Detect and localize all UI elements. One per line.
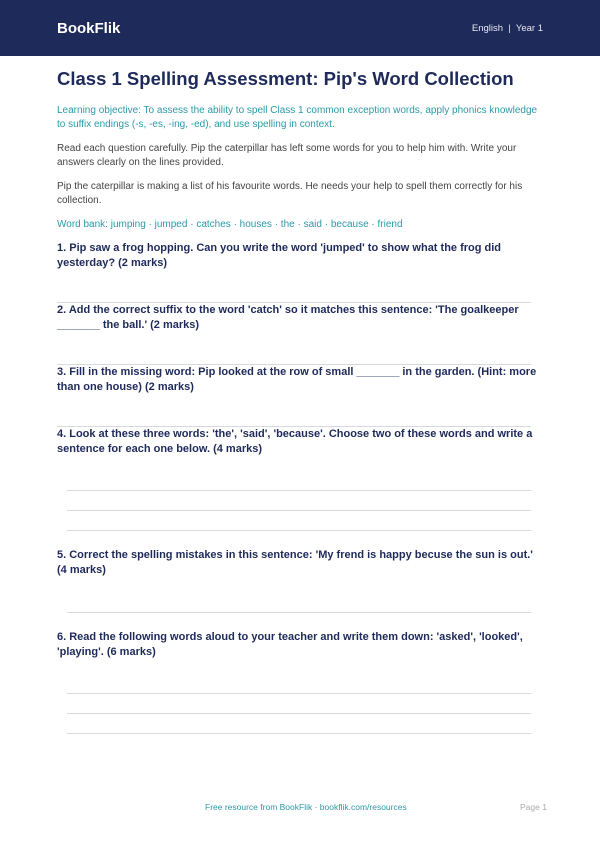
instructions-text: Read each question carefully. Pip the caterpillar has left some words for you to help him with. Write your answers clearly on the lines provided. [57,143,517,168]
brand-logo: BookFlik [57,19,121,37]
answer-line[interactable] [67,733,531,734]
word-bank: Word bank: jumping · jumped · catches · houses · the · said · because · friend [57,219,403,230]
question-3: 3. Fill in the missing word: Pip looked at the row of small _______ in the garden. (Hint: more than one house) (2 marks) [57,366,537,393]
page-header [0,0,600,56]
answer-line[interactable] [67,612,531,613]
footer-source-link[interactable]: Free resource from BookFlik · bookflik.com/resources [205,802,407,812]
subject-year: English | Year 1 [471,22,543,34]
question-6: 6. Read the following words aloud to your teacher and write them down: 'asked', 'looked', 'playing'. (6 marks) [57,631,523,658]
page-number: Page 1 [520,802,547,812]
answer-line[interactable] [67,510,531,511]
answer-line[interactable] [67,713,531,714]
learning-objective: Learning objective: To assess the ability to spell Class 1 common exception words, apply phonics knowledge to suffix endings (-s, -es, -ing, -ed), and use spelling in context. [57,105,538,130]
question-5: 5. Correct the spelling mistakes in this sentence: 'My frend is happy becuse the sun is out.' (4 marks) [57,549,533,576]
question-1: 1. Pip saw a frog hopping. Can you write the word 'jumped' to show what the frog did yesterday? (2 marks) [57,242,502,269]
answer-line[interactable] [67,490,531,491]
question-2: 2. Add the correct suffix to the word 'catch' so it matches this sentence: 'The goalkeeper _______ the ball.' (2 marks) [57,304,519,331]
story-text: Pip the caterpillar is making a list of his favourite words. He needs your help to spell them correctly for his collection. [57,181,523,206]
intro-section [0,56,600,232]
answer-line[interactable] [67,530,531,531]
answer-line[interactable] [67,693,531,694]
page-title: Class 1 Spelling Assessment: Pip's Word Collection [57,68,514,89]
question-4: 4. Look at these three words: 'the', 'said', 'because'. Choose two of these words and write a sentence for each one below. (4 marks) [57,428,533,455]
